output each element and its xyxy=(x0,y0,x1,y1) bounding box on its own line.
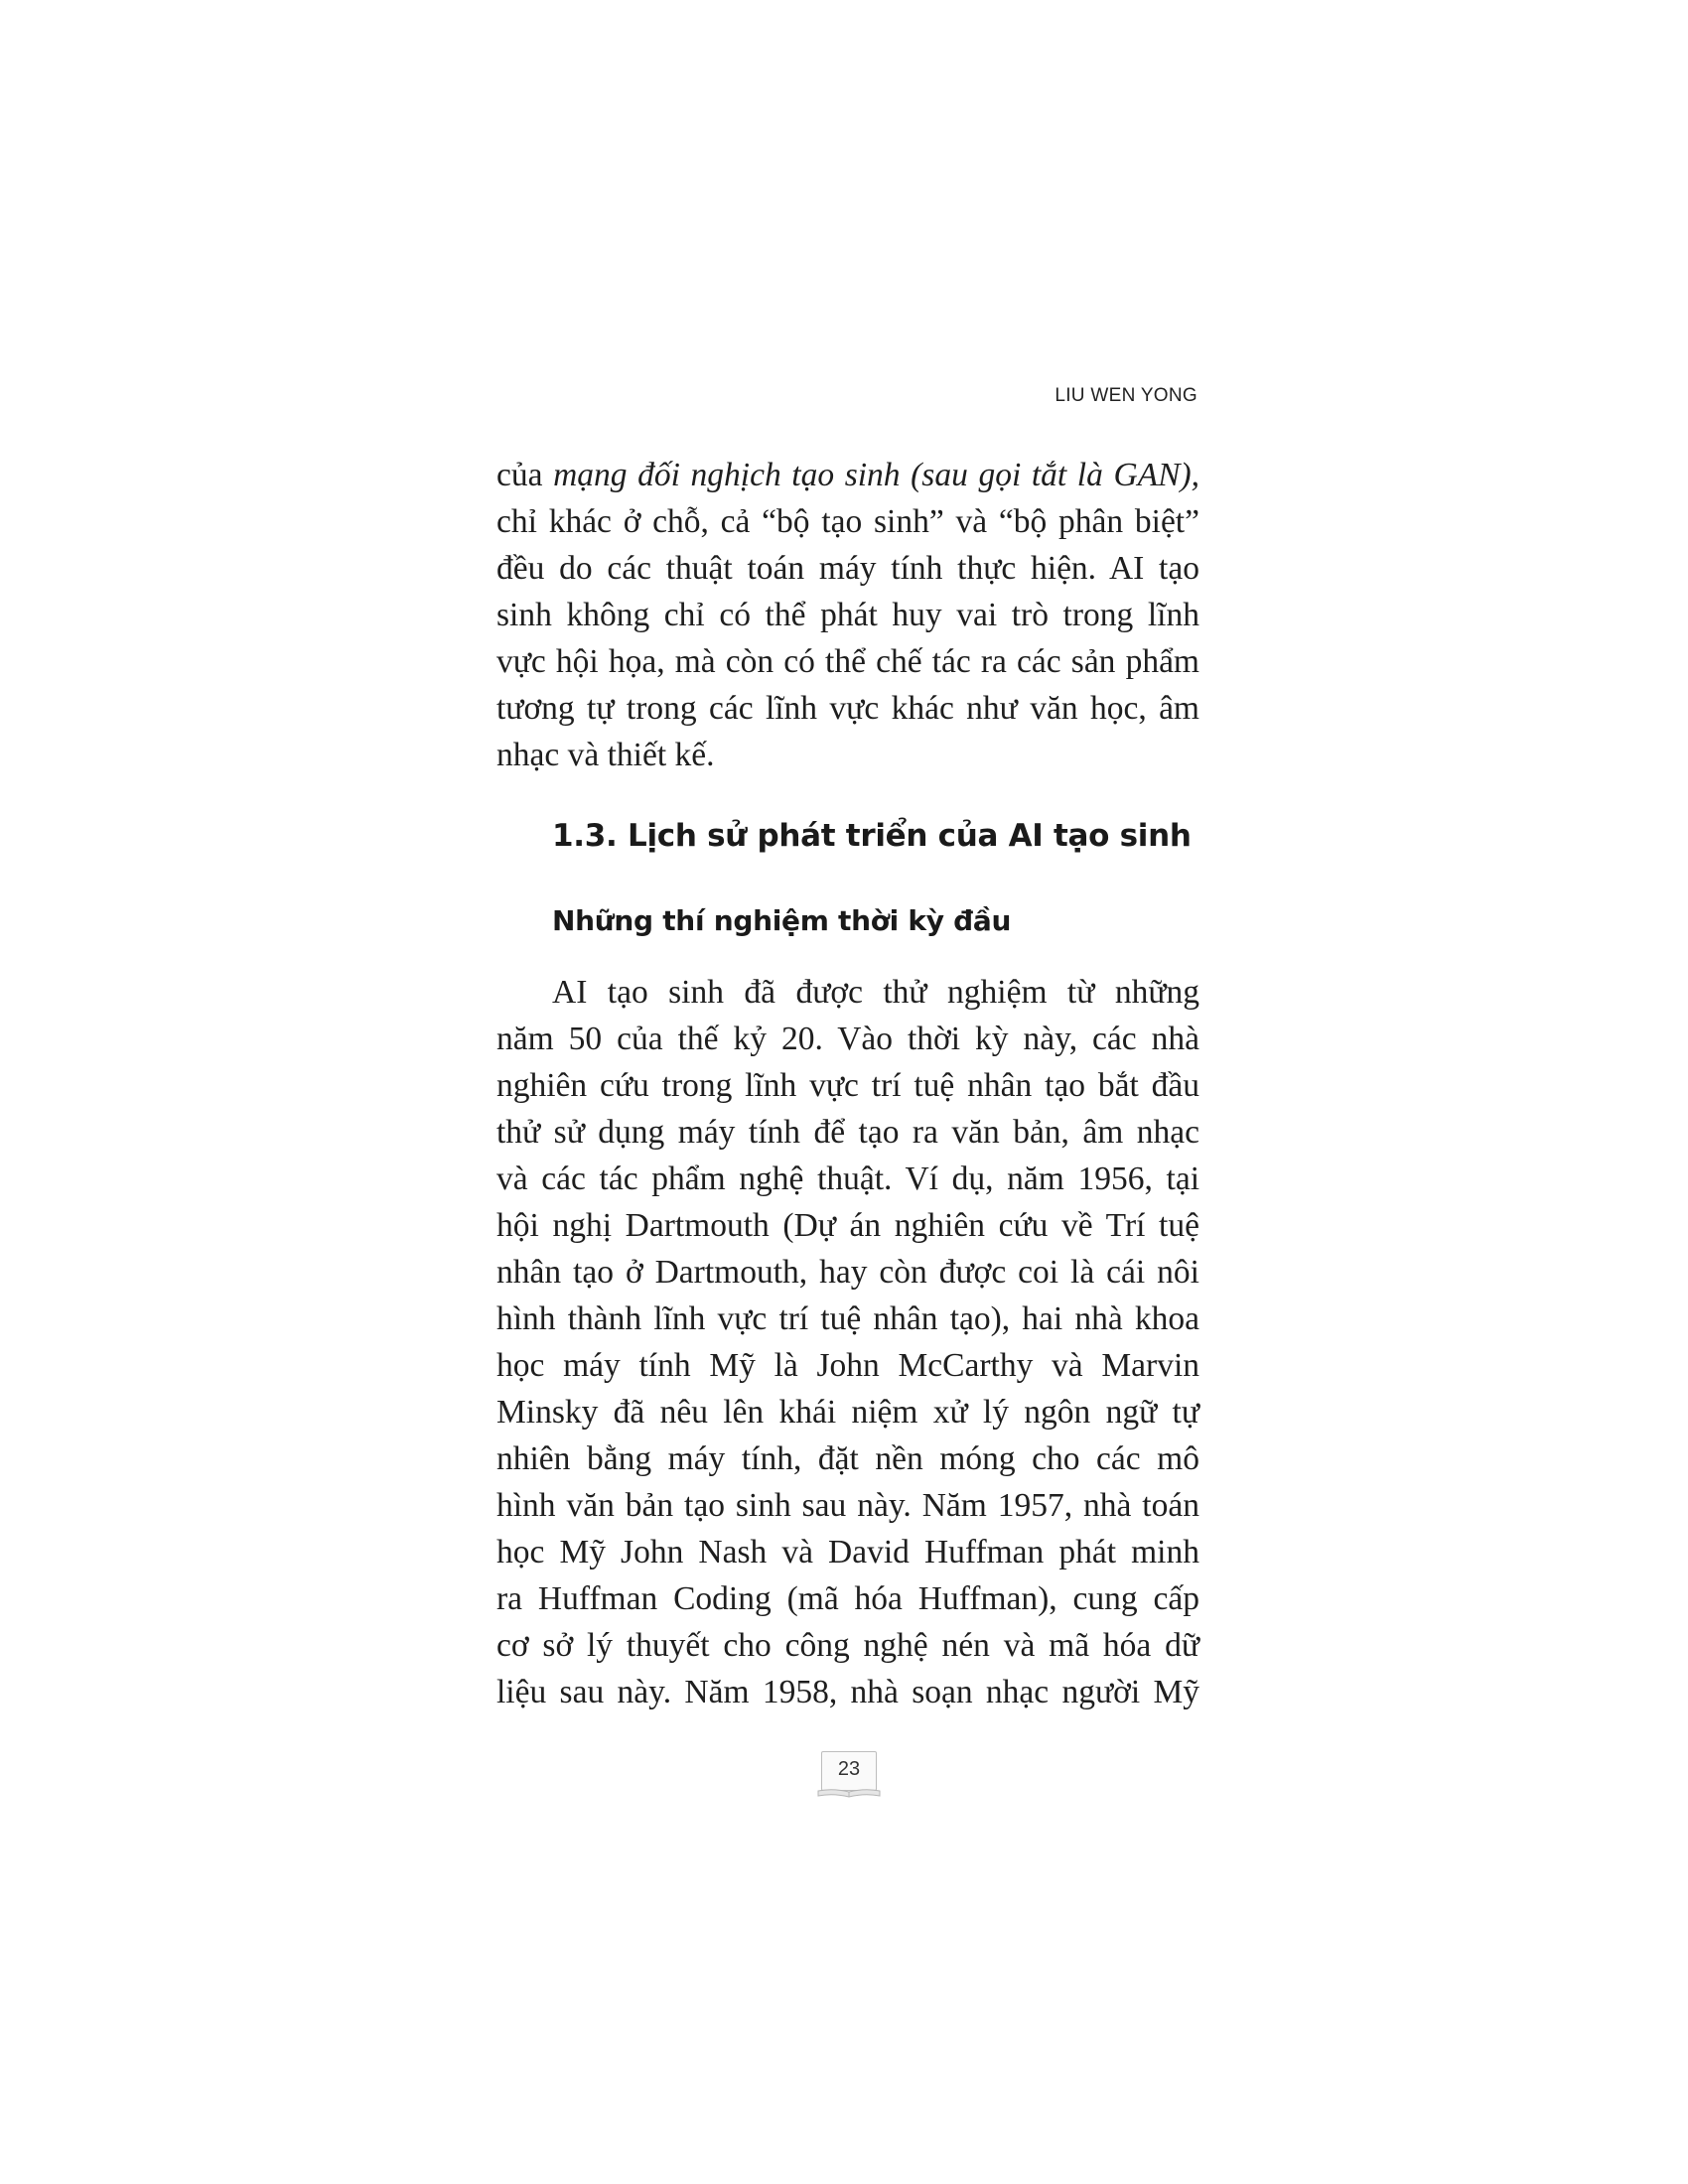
text-line: hình thành lĩnh vực trí tuệ nhân tạo), hai nhà khoa xyxy=(496,1300,1199,1337)
text-line: nhạc và thiết kế. xyxy=(496,737,715,773)
text-line: sinh không chỉ có thể phát huy vai trò trong lĩnh xyxy=(496,597,1199,633)
text-line: cơ sở lý thuyết cho công nghệ nén và mã hóa dữ xyxy=(496,1627,1199,1664)
open-book-icon xyxy=(817,1789,881,1799)
text-line: ra Huffman Coding (mã hóa Huffman), cung cấp xyxy=(496,1580,1199,1617)
text-line xyxy=(496,452,1199,498)
text-line: tương tự trong các lĩnh vực khác như văn học, âm xyxy=(496,690,1199,727)
text-line: hình văn bản tạo sinh sau này. Năm 1957, nhà toán xyxy=(496,1487,1199,1524)
paragraph-early-experiments xyxy=(496,969,1199,1715)
text-line: chỉ khác ở chỗ, cả “bộ tạo sinh” và “bộ phân biệt” xyxy=(496,503,1199,540)
text-line: thử sử dụng máy tính để tạo ra văn bản, âm nhạc xyxy=(496,1114,1199,1151)
text-span: của xyxy=(496,457,554,493)
text-line: vực hội họa, mà còn có thể chế tác ra các sản phẩm xyxy=(496,643,1199,680)
text-line: AI tạo sinh đã được thử nghiệm từ những xyxy=(552,974,1199,1011)
subsection-heading: Những thí nghiệm thời kỳ đầu xyxy=(552,904,1012,937)
text-line: đều do các thuật toán máy tính thực hiện. AI tạo xyxy=(496,550,1199,587)
text-line: liệu sau này. Năm 1958, nhà soạn nhạc người Mỹ xyxy=(496,1674,1199,1710)
italic-term: mạng đối nghịch tạo sinh (sau gọi tắt là GAN), xyxy=(553,457,1199,493)
text-line: năm 50 của thế kỷ 20. Vào thời kỳ này, các nhà xyxy=(496,1021,1199,1057)
page-number-badge xyxy=(817,1751,881,1799)
text-line: học máy tính Mỹ là John McCarthy và Marvin xyxy=(496,1347,1199,1384)
running-header: LIU WEN YONG xyxy=(1055,385,1197,406)
text-line: Minsky đã nêu lên khái niệm xử lý ngôn ngữ tự xyxy=(496,1394,1199,1431)
paragraph-intro xyxy=(496,452,1199,778)
text-line: và các tác phẩm nghệ thuật. Ví dụ, năm 1956, tại xyxy=(496,1160,1199,1197)
section-heading: 1.3. Lịch sử phát triển của AI tạo sinh xyxy=(552,818,1192,854)
text-line: nhân tạo ở Dartmouth, hay còn được coi là cái nôi xyxy=(496,1254,1199,1291)
text-line: hội nghị Dartmouth (Dự án nghiên cứu về Trí tuệ xyxy=(496,1207,1199,1244)
text-line: học Mỹ John Nash và David Huffman phát minh xyxy=(496,1534,1199,1570)
text-line: nghiên cứu trong lĩnh vực trí tuệ nhân tạo bắt đầu xyxy=(496,1067,1199,1104)
text-line: nhiên bằng máy tính, đặt nền móng cho các mô xyxy=(496,1440,1199,1477)
page-number: 23 xyxy=(837,1758,861,1780)
